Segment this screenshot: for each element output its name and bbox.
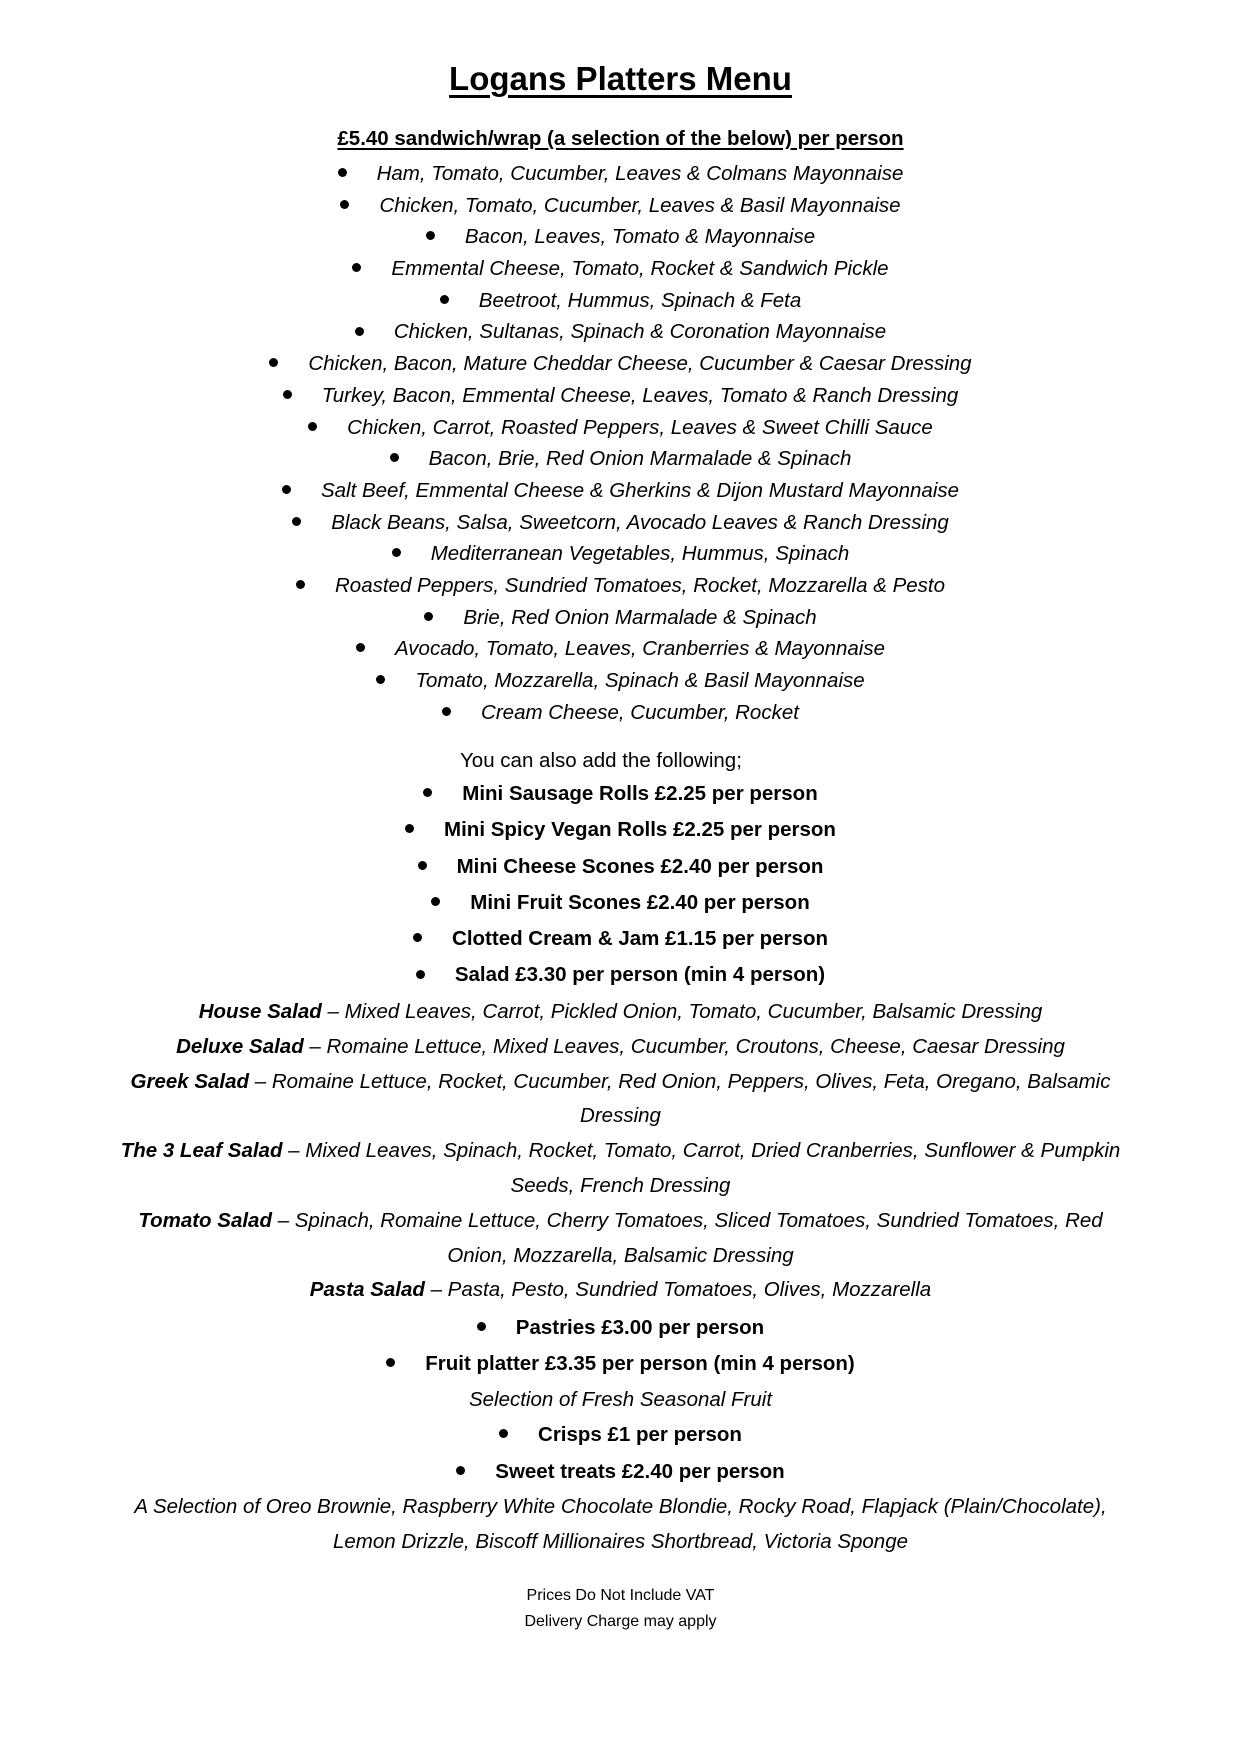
sandwich-item-label: Bacon, Leaves, Tomato & Mayonnaise xyxy=(464,225,816,249)
sandwich-item xyxy=(0,380,1241,412)
sandwich-item-label: Chicken, Carrot, Roasted Peppers, Leaves & Sweet Chilli Sauce xyxy=(347,415,933,439)
pastries-label: Pastries £3.00 per person xyxy=(515,1316,765,1339)
extra-item xyxy=(0,776,1241,812)
vat-note: Prices Do Not Include VAT xyxy=(526,1587,715,1604)
sandwich-item xyxy=(0,475,1241,507)
bullet-icon xyxy=(418,861,427,870)
extra-item-label: Salad £3.30 per person (min 4 person) xyxy=(454,963,826,987)
bullet-icon xyxy=(356,643,365,652)
bullet-icon xyxy=(338,168,347,177)
bullet-icon xyxy=(499,1429,508,1438)
sandwich-item-label: Brie, Red Onion Marmalade & Spinach xyxy=(463,605,817,629)
salad-description: – Spinach, Romaine Lettuce, Cherry Tomatoes, Sliced Tomatoes, Sundried Tomatoes, Red Onion, Mozzarella, Balsamic Dressing xyxy=(271,1208,1103,1267)
page-title xyxy=(0,60,1241,98)
sandwich-item-label: Chicken, Bacon, Mature Cheddar Cheese, Cucumber & Caesar Dressing xyxy=(308,352,972,376)
salad-item xyxy=(120,1273,1121,1308)
salad-list xyxy=(120,995,1121,1308)
salad-description: – Mixed Leaves, Carrot, Pickled Onion, Tomato, Cucumber, Balsamic Dressing xyxy=(321,1000,1043,1023)
salad-description: – Mixed Leaves, Spinach, Rocket, Tomato, Carrot, Dried Cranberries, Sunflower & Pumpkin Seeds, French Dressing xyxy=(282,1139,1121,1197)
sandwich-item xyxy=(0,348,1241,380)
sandwich-item xyxy=(0,665,1241,697)
salad-name: Pasta Salad xyxy=(309,1278,425,1302)
fruit-platter-label: Fruit platter £3.35 per person (min 4 person) xyxy=(425,1352,855,1376)
sandwich-item-label: Salt Beef, Emmental Cheese & Gherkins & Dijon Mustard Mayonnaise xyxy=(320,478,960,502)
sandwich-item-label: Chicken, Tomato, Cucumber, Leaves & Basil Mayonnaise xyxy=(379,193,901,217)
bullet-icon xyxy=(431,897,440,906)
sandwich-list xyxy=(0,158,1241,728)
footer-notes xyxy=(0,1583,1241,1635)
bullet-icon xyxy=(390,453,399,462)
extra-item-label: Mini Cheese Scones £2.40 per person xyxy=(456,854,824,878)
sandwich-item-label: Emmental Cheese, Tomato, Rocket & Sandwich Pickle xyxy=(391,257,889,281)
sandwich-item xyxy=(0,443,1241,475)
sandwich-item-label: Tomato, Mozzarella, Spinach & Basil Mayonnaise xyxy=(415,669,865,692)
bullet-icon xyxy=(292,517,301,526)
bullet-icon xyxy=(269,358,278,367)
sandwich-item-label: Black Beans, Salsa, Sweetcorn, Avocado Leaves & Ranch Dressing xyxy=(331,510,949,534)
sandwich-item-label: Cream Cheese, Cucumber, Rocket xyxy=(481,700,799,724)
bullet-icon xyxy=(440,295,449,304)
salad-item xyxy=(120,1134,1121,1204)
sandwich-item-label: Beetroot, Hummus, Spinach & Feta xyxy=(478,288,802,312)
extra-item-label: Mini Fruit Scones £2.40 per person xyxy=(470,890,810,914)
bullet-icon xyxy=(392,548,401,557)
bullet-icon xyxy=(426,231,435,240)
salad-description: – Pasta, Pesto, Sundried Tomatoes, Olives, Mozzarella xyxy=(424,1278,932,1302)
crisps-label: Crisps £1 per person xyxy=(538,1423,742,1447)
sandwich-item xyxy=(0,221,1241,253)
bullet-icon xyxy=(386,1358,395,1367)
bullet-icon xyxy=(424,612,433,621)
sandwich-item-label: Roasted Peppers, Sundried Tomatoes, Rocket, Mozzarella & Pesto xyxy=(334,573,945,597)
sandwich-item xyxy=(0,285,1241,317)
pastries-item xyxy=(0,1310,1241,1346)
sweet-treats-item xyxy=(0,1454,1241,1490)
extras-list xyxy=(0,776,1241,994)
salad-description: – Romaine Lettuce, Mixed Leaves, Cucumber, Croutons, Cheese, Caesar Dressing xyxy=(303,1034,1065,1058)
delivery-note: Delivery Charge may apply xyxy=(524,1613,717,1630)
sandwich-item xyxy=(0,633,1241,665)
salad-name: Greek Salad xyxy=(130,1069,250,1093)
bullet-icon xyxy=(423,788,432,797)
bullet-icon xyxy=(442,707,451,716)
bullet-icon xyxy=(296,580,305,589)
salad-item xyxy=(120,1204,1121,1274)
bullet-icon xyxy=(413,933,422,942)
extras-intro: You can also add the following; xyxy=(460,749,742,772)
title-text: Logans Platters Menu xyxy=(449,60,792,97)
bullet-icon xyxy=(308,422,317,431)
sandwich-item xyxy=(0,602,1241,634)
sandwich-item-label: Bacon, Brie, Red Onion Marmalade & Spinach xyxy=(428,447,852,471)
sandwich-price-text: £5.40 sandwich/wrap (a selection of the below) per person xyxy=(337,127,904,150)
sweet-treats-description: A Selection of Oreo Brownie, Raspberry White Chocolate Blondie, Rocky Road, Flapjack (Plain/Chocolate), Lemon Drizzle, Biscoff Millionaires Shortbread, Victoria Sponge xyxy=(134,1494,1107,1553)
bullet-icon xyxy=(477,1322,486,1331)
sandwich-item-label: Mediterranean Vegetables, Hummus, Spinach xyxy=(430,542,850,566)
sandwich-price-heading xyxy=(0,127,1241,151)
extra-item xyxy=(0,812,1241,848)
salad-description: – Romaine Lettuce, Rocket, Cucumber, Red Onion, Peppers, Olives, Feta, Oregano, Balsamic Dressing xyxy=(249,1069,1111,1128)
bullet-icon xyxy=(405,824,414,833)
sandwich-item-label: Avocado, Tomato, Leaves, Cranberries & Mayonnaise xyxy=(395,637,885,661)
salad-name: House Salad xyxy=(198,1000,322,1023)
fruit-platter-description: Selection of Fresh Seasonal Fruit xyxy=(468,1387,773,1411)
bullet-icon xyxy=(355,327,364,336)
sandwich-item xyxy=(0,158,1241,190)
bullet-icon xyxy=(416,970,425,979)
bullet-icon xyxy=(282,485,291,494)
sandwich-item-label: Chicken, Sultanas, Spinach & Coronation Mayonnaise xyxy=(393,320,887,344)
salad-name: Tomato Salad xyxy=(138,1208,272,1232)
bullet-icon xyxy=(340,200,349,209)
bullet-icon xyxy=(352,263,361,272)
extra-item xyxy=(0,921,1241,957)
sandwich-item xyxy=(0,538,1241,570)
extra-item xyxy=(0,885,1241,921)
sandwich-item-label: Turkey, Bacon, Emmental Cheese, Leaves, Tomato & Ranch Dressing xyxy=(321,383,959,407)
salad-name: The 3 Leaf Salad xyxy=(120,1139,283,1163)
sandwich-item xyxy=(0,570,1241,602)
sandwich-item xyxy=(0,697,1241,729)
extra-item xyxy=(0,849,1241,885)
more-extras xyxy=(0,1310,1241,1560)
extra-item xyxy=(0,957,1241,993)
salad-item xyxy=(120,995,1121,1030)
extra-item-label: Mini Spicy Vegan Rolls £2.25 per person xyxy=(444,818,836,842)
sandwich-item xyxy=(0,190,1241,222)
sandwich-item xyxy=(0,316,1241,348)
extra-item-label: Mini Sausage Rolls £2.25 per person xyxy=(462,782,818,805)
sandwich-item xyxy=(0,507,1241,539)
sandwich-item xyxy=(0,253,1241,285)
bullet-icon xyxy=(376,675,385,684)
fruit-platter-item xyxy=(0,1346,1241,1382)
bullet-icon xyxy=(283,390,292,399)
salad-item xyxy=(120,1065,1121,1135)
salad-name: Deluxe Salad xyxy=(176,1034,304,1058)
salad-item xyxy=(120,1030,1121,1065)
bullet-icon xyxy=(456,1466,465,1475)
crisps-item xyxy=(0,1417,1241,1453)
extra-item-label: Clotted Cream & Jam £1.15 per person xyxy=(452,927,828,951)
sandwich-item-label: Ham, Tomato, Cucumber, Leaves & Colmans Mayonnaise xyxy=(376,162,904,185)
sandwich-item xyxy=(0,412,1241,444)
sweet-treats-label: Sweet treats £2.40 per person xyxy=(495,1459,785,1483)
